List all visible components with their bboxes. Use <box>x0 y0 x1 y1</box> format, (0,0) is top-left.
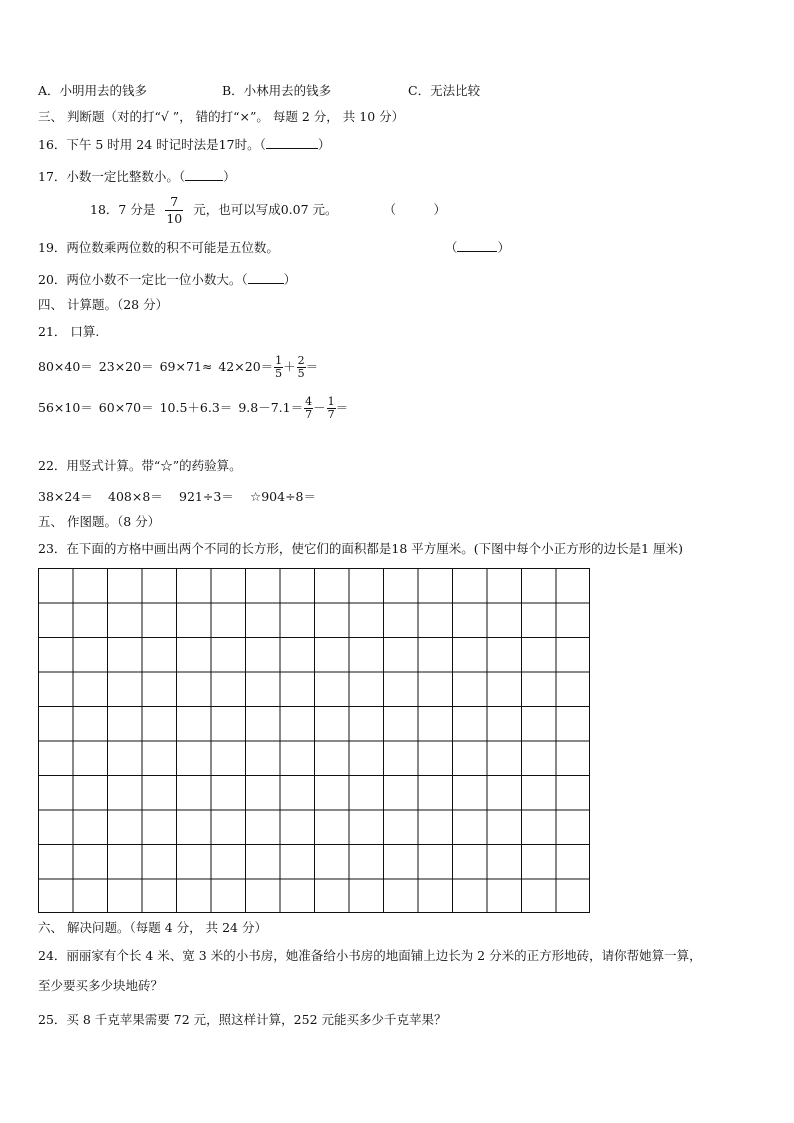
vertical-calc-1: 38×24＝ <box>38 489 93 504</box>
question-17 <box>38 168 236 185</box>
question-19 <box>38 239 510 256</box>
q20-close: ） <box>283 272 297 287</box>
calc-2-fraction-b <box>327 396 336 421</box>
calc-2-3: 10.5＋6.3＝ <box>159 400 233 415</box>
fraction-numerator: 1 <box>275 354 283 367</box>
section4-heading: 四、 计算题。（28 分） <box>38 297 169 312</box>
fraction-numerator: 4 <box>305 395 313 408</box>
equals-sign: ＝ <box>305 359 319 374</box>
oral-calc-row-2 <box>38 393 354 423</box>
section6-heading: 六、 解决问题。（每题 4 分， 共 24 分） <box>38 920 267 935</box>
q19-close: ） <box>497 240 510 255</box>
q16-answer-blank[interactable] <box>266 136 318 149</box>
q20-text: 20．两位小数不一定比一位小数大。（ <box>38 272 248 287</box>
calc-1-1: 80×40＝ <box>38 359 93 374</box>
q17-text: 17．小数一定比整数小。（ <box>38 169 186 184</box>
plus-sign: ＋ <box>283 359 296 374</box>
choice-options-row <box>38 83 480 99</box>
vertical-calc-row <box>38 489 316 505</box>
section5-heading: 五、 作图题。（8 分） <box>38 514 161 529</box>
fraction-denominator: 7 <box>305 408 313 421</box>
fraction-denominator: 5 <box>297 367 305 380</box>
q19-text: 19．两位数乘两位数的积不可能是五位数。 <box>38 240 279 255</box>
vertical-calc-4: ☆904÷8＝ <box>250 489 316 504</box>
minus-sign: － <box>313 400 326 415</box>
option-a: A．小明用去的钱多 <box>38 83 148 98</box>
oral-calc-row-1 <box>38 352 324 382</box>
calc-2-1: 56×10＝ <box>38 400 93 415</box>
question-24-line-2: 至少要买多少块地砖？ <box>38 978 164 993</box>
question-23: 23．在下面的方格中画出两个不同的长方形，使它们的面积都是18 平方厘米。(下图中每个小正方形的边长是1 厘米) <box>38 541 683 556</box>
option-b: B．小林用去的钱多 <box>222 83 332 98</box>
fraction-denominator: 7 <box>327 408 335 421</box>
calc-2-4: 9.8－7.1＝ <box>238 400 304 415</box>
question-21-label: 21． 口算. <box>38 324 100 339</box>
q20-answer-blank[interactable] <box>248 271 284 284</box>
q18-pre: 18．7 分是 <box>90 202 156 217</box>
question-22: 22．用竖式计算。带“☆”的药验算。 <box>38 458 242 473</box>
fraction-numerator: 1 <box>327 395 335 408</box>
q18-fraction-denominator: 10 <box>166 211 183 226</box>
section3-heading: 三、 判断题（对的打“√ ”， 错的打“×”。 每题 2 分， 共 10 分） <box>38 109 405 124</box>
q19-open: （ <box>444 240 458 255</box>
q17-answer-blank[interactable] <box>185 168 223 181</box>
question-18 <box>90 194 446 227</box>
question-25: 25．买 8 千克苹果需要 72 元，照这样计算，252 元能买多少千克苹果？ <box>38 1012 447 1027</box>
equals-sign: ＝ <box>335 400 349 415</box>
q18-fraction-numerator: 7 <box>165 194 183 211</box>
question-20 <box>38 271 296 288</box>
question-16 <box>38 136 330 153</box>
vertical-calc-3: 921÷3＝ <box>179 489 234 504</box>
calc-2-fraction-a <box>304 396 313 421</box>
option-c: C．无法比较 <box>408 83 481 98</box>
q16-close: ） <box>317 137 331 152</box>
q18-post: 元，也可以写成0.07 元。 <box>193 202 338 217</box>
calc-1-3: 69×71≈ <box>159 359 213 374</box>
calc-2-2: 60×70＝ <box>98 400 154 415</box>
q16-text: 16．下午 5 时用 24 时记时法是17时。（ <box>38 137 266 152</box>
calc-1-fraction-a <box>274 355 283 380</box>
fraction-denominator: 5 <box>275 367 283 380</box>
drawing-grid[interactable] <box>38 568 590 913</box>
q19-answer-blank[interactable] <box>457 239 497 252</box>
fraction-numerator: 2 <box>297 354 305 367</box>
q17-close: ） <box>223 169 236 184</box>
vertical-calc-2: 408×8＝ <box>108 489 163 504</box>
q18-answer-paren[interactable]: （ ） <box>383 202 447 217</box>
calc-1-4: 42×20＝ <box>218 359 274 374</box>
q18-fraction <box>165 194 183 227</box>
calc-1-2: 23×20＝ <box>98 359 154 374</box>
calc-1-fraction-b <box>297 355 306 380</box>
question-24-line-1: 24．丽丽家有个长 4 米、宽 3 米的小书房，她准备给小书房的地面铺上边长为 2 分米的正方形地砖，请你帮她算一算， <box>38 948 702 963</box>
